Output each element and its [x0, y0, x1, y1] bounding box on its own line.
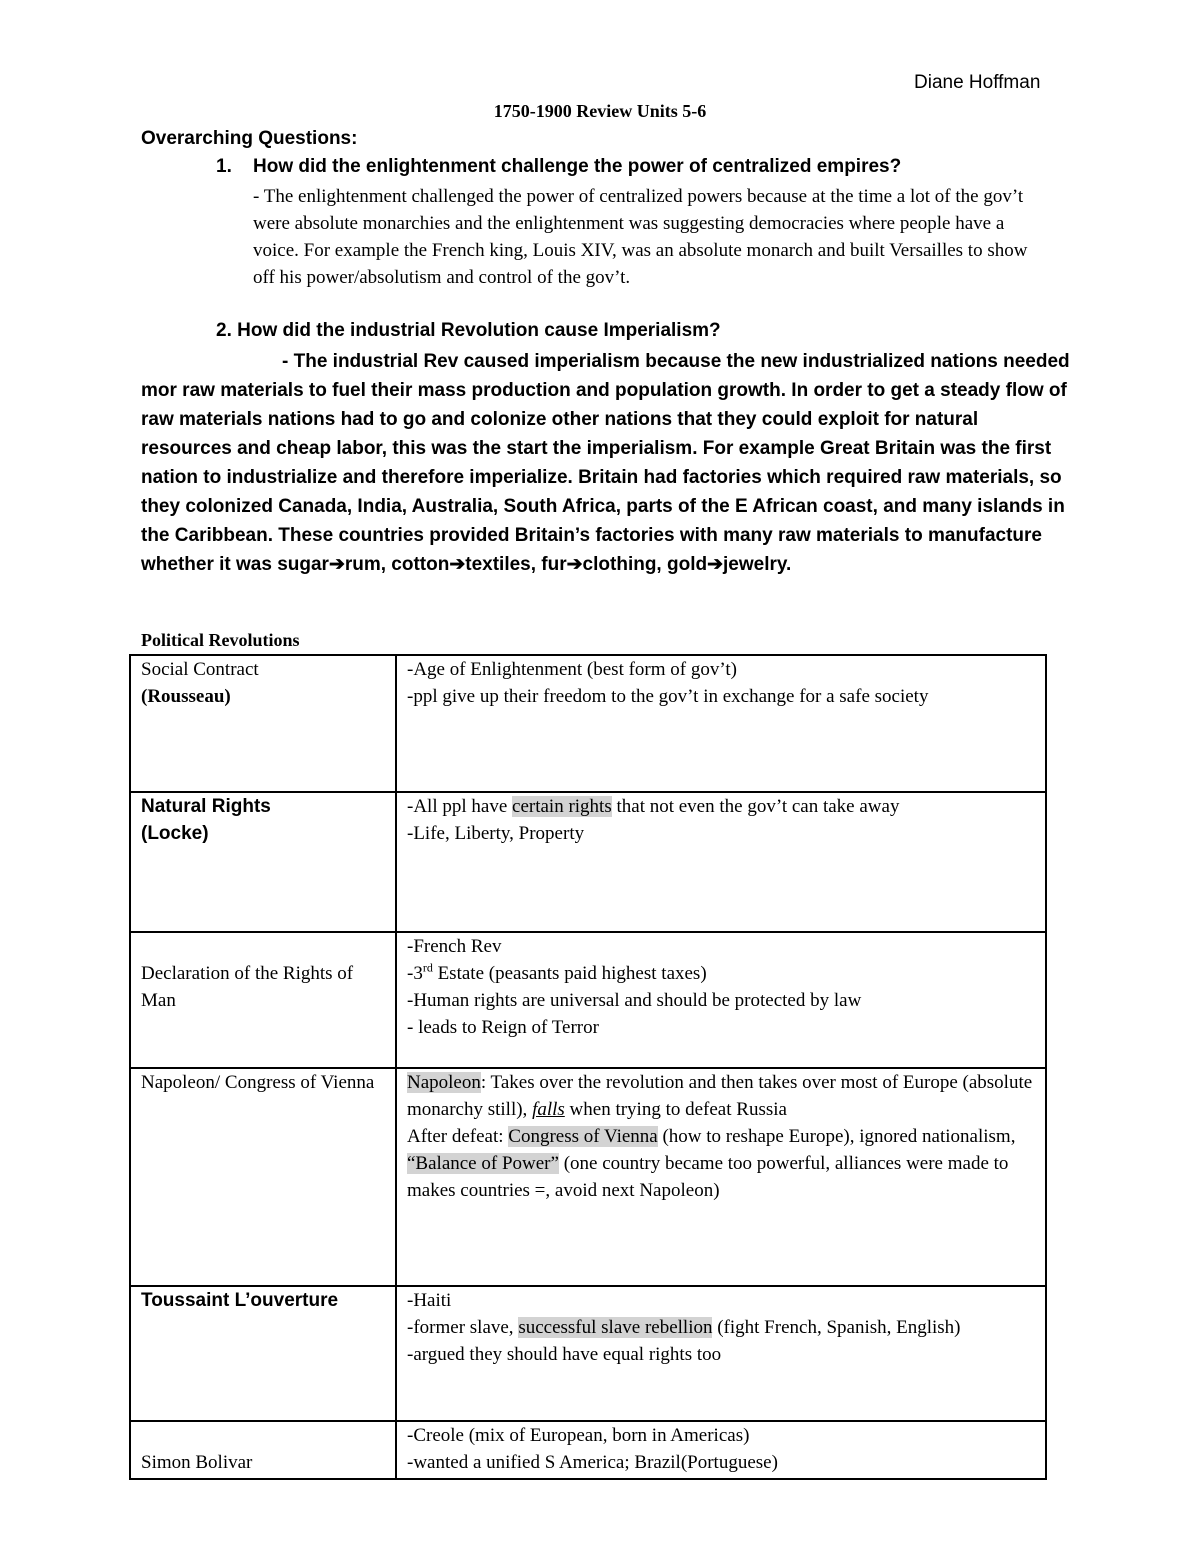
overarching-questions-heading: Overarching Questions:: [141, 128, 358, 149]
description-line: -Human rights are universal and should be protected by law: [407, 990, 862, 1011]
description-line: [407, 793, 1035, 820]
highlighted-text: certain rights: [512, 796, 612, 817]
term-name: Napoleon/ Congress of Vienna: [141, 1072, 375, 1093]
description-cell: [396, 932, 1046, 1068]
question-2-text: 2. How did the industrial Revolution cause Imperialism?: [216, 320, 721, 341]
description-line: [407, 960, 1035, 987]
text-segment: -former slave,: [407, 1317, 519, 1338]
term-name: Simon Bolivar: [141, 1452, 253, 1473]
term-author: (Locke): [141, 823, 209, 844]
term-name: Social Contract: [141, 659, 259, 680]
table-row: [130, 1286, 1046, 1421]
term-cell: [130, 655, 396, 792]
political-revolutions-table: [129, 654, 1047, 1480]
text-segment: (fight French, Spanish, English): [712, 1317, 961, 1338]
highlighted-text: “Balance of Power”: [407, 1153, 559, 1174]
term-name: Toussaint L’ouverture: [141, 1290, 339, 1311]
description-line: -ppl give up their freedom to the gov’t in exchange for a safe society: [407, 686, 929, 707]
question-2-answer: [141, 347, 1071, 579]
question-1-text: How did the enlightenment challenge the power of centralized empires?: [253, 156, 902, 177]
text-segment: that not even the gov’t can take away: [611, 796, 900, 817]
term-cell: [130, 932, 396, 1068]
description-line: -French Rev: [407, 936, 502, 957]
table-row: [130, 932, 1046, 1068]
text-segment: when trying to defeat Russia: [564, 1099, 787, 1120]
description-paragraph: [407, 1123, 1035, 1204]
author-name: Diane Hoffman: [914, 72, 1041, 93]
highlighted-text: Napoleon: [407, 1072, 481, 1093]
table-row: [130, 655, 1046, 792]
term-name: Declaration of the Rights of Man: [141, 963, 354, 1011]
description-line: - leads to Reign of Terror: [407, 1017, 599, 1038]
description-line: -Creole (mix of European, born in Americas): [407, 1425, 750, 1446]
description-cell: [396, 1068, 1046, 1286]
emphasized-text: falls: [532, 1099, 565, 1120]
table-row: [130, 1421, 1046, 1479]
term-name: Natural Rights: [141, 796, 271, 817]
description-cell: [396, 655, 1046, 792]
text-segment: -All ppl have: [407, 796, 513, 817]
description-line: [407, 1314, 1035, 1341]
term-cell: [130, 1421, 396, 1479]
table-row: [130, 792, 1046, 932]
description-line: -Age of Enlightenment (best form of gov’t): [407, 659, 737, 680]
document-title: 1750-1900 Review Units 5-6: [493, 101, 707, 121]
highlighted-text: Congress of Vienna: [508, 1126, 658, 1147]
text-segment: (one country became too powerful, alliances were made to makes countries =, avoid next Napoleon): [407, 1153, 1009, 1201]
description-paragraph: [407, 1069, 1035, 1123]
description-cell: [396, 1286, 1046, 1421]
superscript: rd: [422, 960, 433, 975]
text-segment: : Takes over the revolution and then takes over most of Europe (absolute monarchy still),: [407, 1072, 1033, 1120]
description-line: -wanted a unified S America; Brazil(Portuguese): [407, 1452, 778, 1473]
description-cell: [396, 1421, 1046, 1479]
description-cell: [396, 792, 1046, 932]
description-line: -argued they should have equal rights too: [407, 1344, 722, 1365]
description-line: -Life, Liberty, Property: [407, 823, 585, 844]
text-segment: Estate (peasants paid highest taxes): [432, 963, 707, 984]
term-cell: [130, 1286, 396, 1421]
text-segment: After defeat:: [407, 1126, 509, 1147]
term-cell: [130, 1068, 396, 1286]
question-2-answer-text: - The industrial Rev caused imperialism because the new industrialized nations needed mor raw materials to fuel their mass production and population growth. In order to get a steady flow of raw materials nations had to go and colonize other nations that they could exploit for natural resources and cheap labor, this was the start the imperialism. For example Great Britain was the first nation to industrialize and therefore imperialize. Britain had factories which required raw materials, so they colonized Canada, India, Australia, South Africa, parts of the E African coast, and many islands in the Caribbean. These countries provided Britain’s factories with many raw materials to manufacture whether it was sugar➔rum, cotton➔textiles, fur➔clothing, gold➔jewelry.: [141, 351, 1070, 575]
section-title: Political Revolutions: [141, 630, 300, 650]
term-cell: [130, 792, 396, 932]
table-row: [130, 1068, 1046, 1286]
text-segment: -3: [407, 963, 423, 984]
question-1-answer: - The enlightenment challenged the power of centralized powers because at the time a lot of the gov’t were absolute monarchies and the enlightenment was suggesting democracies where people have a voice. For example the French king, Louis XIV, was an absolute monarch and built Versailles to show off his power/absolutism and control of the gov’t.: [253, 186, 1028, 288]
term-author: (Rousseau): [141, 686, 231, 707]
text-segment: (how to reshape Europe), ignored nationalism,: [657, 1126, 1016, 1147]
description-line: -Haiti: [407, 1290, 452, 1311]
highlighted-text: successful slave rebellion: [518, 1317, 713, 1338]
question-1-number: 1.: [216, 156, 232, 177]
